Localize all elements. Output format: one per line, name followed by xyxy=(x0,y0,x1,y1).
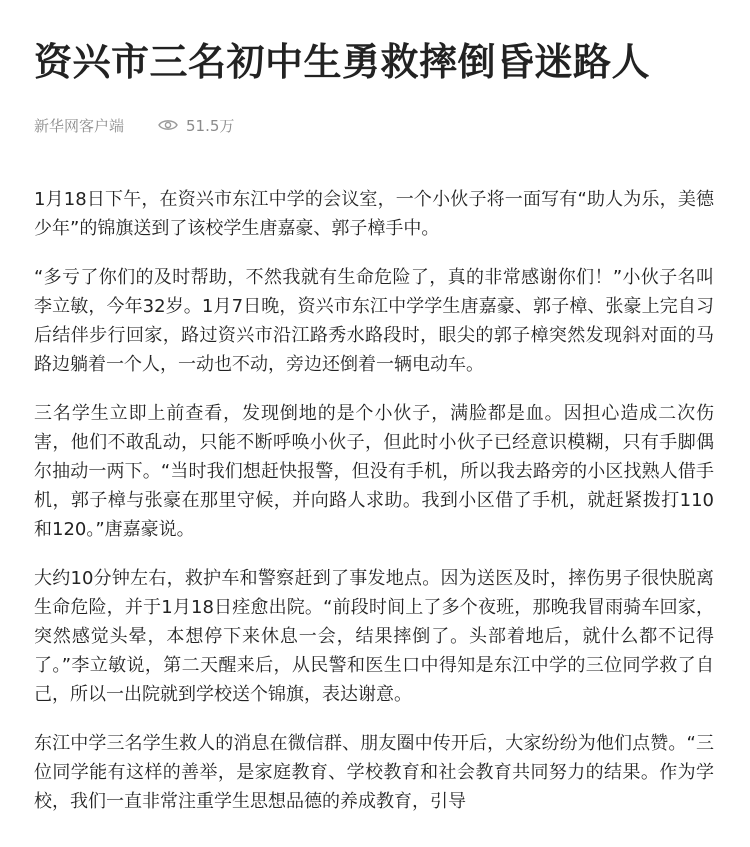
article-meta xyxy=(34,113,714,137)
paragraph: 东江中学三名学生救人的消息在微信群、朋友圈中传开后，大家纷纷为他们点赞。“三位同学能有这样的善举，是家庭教育、学校教育和社会教育共同努力的结果。作为学校，我们一直非常注重学生思想品德的养成教育，引导 xyxy=(34,733,714,812)
view-count xyxy=(158,115,234,136)
view-count-value: 51.5万 xyxy=(186,116,235,135)
article-source[interactable]: 新华网客户端 xyxy=(34,116,125,135)
eye-icon xyxy=(158,118,178,132)
paragraph: “多亏了你们的及时帮助，不然我就有生命危险了，真的非常感谢你们！”小伙子名叫李立敏，今年32岁。1月7日晚，资兴市东江中学学生唐嘉豪、郭子樟、张豪上完自习后结伴步行回家，路过资兴市沿江路秀水路段时，眼尖的郭子樟突然发现斜对面的马路边躺着一个人，一动也不动，旁边还倒着一辆电动车。 xyxy=(34,267,714,375)
paragraph: 三名学生立即上前查看，发现倒地的是个小伙子，满脸都是血。因担心造成二次伤害，他们不敢乱动，只能不断呼唤小伙子，但此时小伙子已经意识模糊，只有手脚偶尔抽动一两下。“当时我们想赶快报警，但没有手机，所以我去路旁的小区找熟人借手机，郭子樟与张豪在那里守候，并向路人求助。我到小区借了手机，就赶紧拨打110和120。”唐嘉豪说。 xyxy=(34,403,714,540)
paragraph: 1月18日下午，在资兴市东江中学的会议室，一个小伙子将一面写有“助人为乐，美德少年”的锦旗送到了该校学生唐嘉豪、郭子樟手中。 xyxy=(34,189,714,239)
article-title: 资兴市三名初中生勇救摔倒昏迷路人 xyxy=(34,40,651,84)
article-body xyxy=(34,185,714,816)
paragraph: 大约10分钟左右，救护车和警察赶到了事发地点。因为送医及时，摔伤男子很快脱离生命危险，并于1月18日痊愈出院。“前段时间上了多个夜班，那晚我冒雨骑车回家，突然感觉头晕，本想停下来休息一会，结果摔倒了。头部着地后，就什么都不记得了。”李立敏说，第二天醒来后，从民警和医生口中得知是东江中学的三位同学救了自己，所以一出院就到学校送个锦旗，表达谢意。 xyxy=(34,568,714,705)
